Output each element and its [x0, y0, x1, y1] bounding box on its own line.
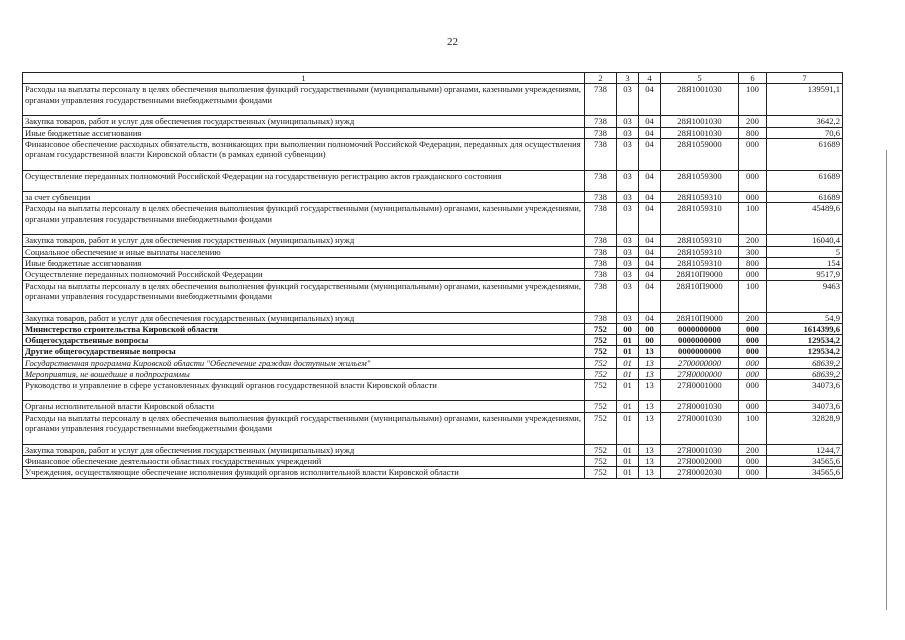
expense-type-cell: 000	[739, 335, 767, 346]
row-name-cell: Закупка товаров, работ и услуг для обеспечения государственных (муниципальных) нужд	[23, 444, 585, 455]
expense-type-cell: 200	[739, 116, 767, 127]
subsection-cell: 13	[639, 401, 661, 412]
table-row	[23, 127, 843, 138]
expense-type-cell: 200	[739, 444, 767, 455]
target-article-cell: 27Я0001030	[661, 444, 739, 455]
section-cell: 01	[617, 380, 639, 401]
target-article-cell: 27Я0002030	[661, 467, 739, 478]
column-header-3: 3	[617, 73, 639, 84]
expense-type-cell: 000	[739, 191, 767, 202]
expense-type-cell: 000	[739, 401, 767, 412]
expense-type-cell: 000	[739, 269, 767, 280]
amount-cell: 9463	[767, 280, 843, 312]
admin-code-cell: 752	[585, 467, 617, 478]
section-cell: 01	[617, 456, 639, 467]
admin-code-cell: 738	[585, 280, 617, 312]
amount-cell: 61689	[767, 191, 843, 202]
expense-type-cell: 000	[739, 369, 767, 380]
table-row	[23, 369, 843, 380]
table-body	[23, 84, 843, 478]
target-article-cell: 28Я1001030	[661, 84, 739, 116]
expense-type-cell: 800	[739, 127, 767, 138]
target-article-cell: 28Я1001030	[661, 127, 739, 138]
admin-code-cell: 738	[585, 84, 617, 116]
target-article-cell: 2700000000	[661, 357, 739, 368]
target-article-cell: 0000000000	[661, 335, 739, 346]
amount-cell: 68639,2	[767, 357, 843, 368]
row-name-cell: Общегосударственные вопросы	[23, 335, 585, 346]
target-article-cell: 0000000000	[661, 346, 739, 357]
admin-code-cell: 738	[585, 269, 617, 280]
amount-cell: 34565,6	[767, 456, 843, 467]
target-article-cell: 28Я1059310	[661, 235, 739, 246]
row-name-cell: Органы исполнительной власти Кировской области	[23, 401, 585, 412]
expense-type-cell: 000	[739, 323, 767, 334]
column-header-7: 7	[767, 73, 843, 84]
expense-type-cell: 100	[739, 412, 767, 444]
subsection-cell: 04	[639, 257, 661, 268]
expense-type-cell: 000	[739, 380, 767, 401]
subsection-cell: 04	[639, 170, 661, 191]
section-cell: 01	[617, 369, 639, 380]
amount-cell: 70,6	[767, 127, 843, 138]
subsection-cell: 04	[639, 269, 661, 280]
target-article-cell: 28Я1059310	[661, 203, 739, 235]
amount-cell: 5	[767, 246, 843, 257]
section-cell: 03	[617, 84, 639, 116]
admin-code-cell: 738	[585, 203, 617, 235]
amount-cell: 9517,9	[767, 269, 843, 280]
subsection-cell: 00	[639, 335, 661, 346]
table-row	[23, 312, 843, 323]
subsection-cell: 13	[639, 346, 661, 357]
row-name-cell: Финансовое обеспечение расходных обязательств, возникающих при выполнении полномочий Российской Федерации, переданных для осуществления органам государственной власти Кировской области (в рамках единой субвенции)	[23, 138, 585, 170]
section-cell: 01	[617, 346, 639, 357]
amount-cell: 3642,2	[767, 116, 843, 127]
table-row	[23, 456, 843, 467]
amount-cell: 129534,2	[767, 346, 843, 357]
table-row	[23, 323, 843, 334]
target-article-cell: 27Я0001030	[661, 412, 739, 444]
amount-cell: 34073,6	[767, 401, 843, 412]
admin-code-cell: 738	[585, 235, 617, 246]
row-name-cell: Иные бюджетные ассигнования	[23, 257, 585, 268]
subsection-cell: 04	[639, 312, 661, 323]
table-row	[23, 116, 843, 127]
section-cell: 03	[617, 312, 639, 323]
section-cell: 03	[617, 203, 639, 235]
target-article-cell: 27Я0000000	[661, 369, 739, 380]
amount-cell: 34073,6	[767, 380, 843, 401]
target-article-cell: 0000000000	[661, 323, 739, 334]
amount-cell: 139591,1	[767, 84, 843, 116]
admin-code-cell: 738	[585, 312, 617, 323]
row-name-cell: Закупка товаров, работ и услуг для обеспечения государственных (муниципальных) нужд	[23, 116, 585, 127]
table-row	[23, 246, 843, 257]
admin-code-cell: 752	[585, 412, 617, 444]
target-article-cell: 27Я0002000	[661, 456, 739, 467]
subsection-cell: 04	[639, 246, 661, 257]
table-row	[23, 444, 843, 455]
amount-cell: 129534,2	[767, 335, 843, 346]
row-name-cell: Осуществление переданных полномочий Российской Федерации на государственную регистрацию актов гражданского состояния	[23, 170, 585, 191]
row-name-cell: Социальное обеспечение и иные выплаты населению	[23, 246, 585, 257]
row-name-cell: Иные бюджетные ассигнования	[23, 127, 585, 138]
target-article-cell: 28Я10П9000	[661, 312, 739, 323]
expense-type-cell: 000	[739, 357, 767, 368]
subsection-cell: 04	[639, 191, 661, 202]
expense-type-cell: 000	[739, 456, 767, 467]
admin-code-cell: 738	[585, 127, 617, 138]
column-header-4: 4	[639, 73, 661, 84]
section-cell: 01	[617, 401, 639, 412]
row-name-cell: Расходы на выплаты персоналу в целях обеспечения выполнения функций государственными (муниципальными) органами, казенными учреждениями, органами управления государственными внебюджетными фондами	[23, 203, 585, 235]
row-name-cell: Учреждения, осуществляющие обеспечение исполнения функций органов исполнительной власти Кировской области	[23, 467, 585, 478]
table-row	[23, 269, 843, 280]
expense-type-cell: 300	[739, 246, 767, 257]
row-name-cell: Закупка товаров, работ и услуг для обеспечения государственных (муниципальных) нужд	[23, 235, 585, 246]
amount-cell: 34565,6	[767, 467, 843, 478]
subsection-cell: 04	[639, 116, 661, 127]
amount-cell: 61689	[767, 138, 843, 170]
table-row	[23, 467, 843, 478]
section-cell: 03	[617, 127, 639, 138]
target-article-cell: 28Я10П9000	[661, 280, 739, 312]
row-name-cell: за счет субвенции	[23, 191, 585, 202]
admin-code-cell: 752	[585, 346, 617, 357]
table-row	[23, 84, 843, 116]
table-row	[23, 138, 843, 170]
column-header-6: 6	[739, 73, 767, 84]
section-cell: 03	[617, 138, 639, 170]
section-cell: 01	[617, 335, 639, 346]
row-name-cell: Расходы на выплаты персоналу в целях обеспечения выполнения функций государственными (муниципальными) органами, казенными учреждениями, органами управления государственными внебюджетными фондами	[23, 412, 585, 444]
target-article-cell: 28Я1059310	[661, 191, 739, 202]
section-cell: 03	[617, 116, 639, 127]
admin-code-cell: 752	[585, 444, 617, 455]
row-name-cell: Мероприятия, не вошедшие в подпрограммы	[23, 369, 585, 380]
amount-cell: 61689	[767, 170, 843, 191]
target-article-cell: 28Я1059310	[661, 246, 739, 257]
budget-table	[22, 72, 843, 479]
amount-cell: 16040,4	[767, 235, 843, 246]
section-cell: 01	[617, 357, 639, 368]
admin-code-cell: 738	[585, 116, 617, 127]
target-article-cell: 28Я1059310	[661, 257, 739, 268]
table-row	[23, 280, 843, 312]
row-name-cell: Осуществление переданных полномочий Российской Федерации	[23, 269, 585, 280]
table-row	[23, 412, 843, 444]
subsection-cell: 13	[639, 467, 661, 478]
row-name-cell: Расходы на выплаты персоналу в целях обеспечения выполнения функций государственными (муниципальными) органами, казенными учреждениями, органами управления государственными внебюджетными фондами	[23, 84, 585, 116]
amount-cell: 45489,6	[767, 203, 843, 235]
subsection-cell: 04	[639, 280, 661, 312]
expense-type-cell: 000	[739, 170, 767, 191]
amount-cell: 68639,2	[767, 369, 843, 380]
target-article-cell: 28Я1059300	[661, 170, 739, 191]
target-article-cell: 28Я1001030	[661, 116, 739, 127]
table-row	[23, 335, 843, 346]
subsection-cell: 13	[639, 380, 661, 401]
admin-code-cell: 752	[585, 456, 617, 467]
table-row	[23, 257, 843, 268]
expense-type-cell: 200	[739, 312, 767, 323]
expense-type-cell: 000	[739, 138, 767, 170]
table-row	[23, 357, 843, 368]
amount-cell: 1244,7	[767, 444, 843, 455]
row-name-cell: Другие общегосударственные вопросы	[23, 346, 585, 357]
section-cell: 03	[617, 280, 639, 312]
amount-cell: 1614399,6	[767, 323, 843, 334]
column-header-5: 5	[661, 73, 739, 84]
admin-code-cell: 738	[585, 246, 617, 257]
admin-code-cell: 752	[585, 380, 617, 401]
table-row	[23, 235, 843, 246]
target-article-cell: 28Я1059000	[661, 138, 739, 170]
expense-type-cell: 100	[739, 203, 767, 235]
amount-cell: 54,9	[767, 312, 843, 323]
subsection-cell: 13	[639, 456, 661, 467]
column-header-2: 2	[585, 73, 617, 84]
admin-code-cell: 738	[585, 257, 617, 268]
subsection-cell: 04	[639, 235, 661, 246]
target-article-cell: 28Я10П9000	[661, 269, 739, 280]
expense-type-cell: 000	[739, 346, 767, 357]
row-name-cell: Руководство и управление в сфере установленных функций органов государственной власти Кировской области	[23, 380, 585, 401]
admin-code-cell: 738	[585, 170, 617, 191]
expense-type-cell: 000	[739, 467, 767, 478]
target-article-cell: 27Я0001030	[661, 401, 739, 412]
subsection-cell: 13	[639, 444, 661, 455]
row-name-cell: Закупка товаров, работ и услуг для обеспечения государственных (муниципальных) нужд	[23, 312, 585, 323]
row-name-cell: Государственная программа Кировской области "Обеспечение граждан доступным жильем"	[23, 357, 585, 368]
section-cell: 03	[617, 269, 639, 280]
subsection-cell: 04	[639, 127, 661, 138]
table-row	[23, 380, 843, 401]
table-row	[23, 203, 843, 235]
expense-type-cell: 100	[739, 280, 767, 312]
section-cell: 01	[617, 467, 639, 478]
section-cell: 03	[617, 235, 639, 246]
row-name-cell: Министерство строительства Кировской области	[23, 323, 585, 334]
subsection-cell: 13	[639, 369, 661, 380]
section-cell: 01	[617, 412, 639, 444]
row-name-cell: Расходы на выплаты персоналу в целях обеспечения выполнения функций государственными (муниципальными) органами, казенными учреждениями, органами управления государственными внебюджетными фондами	[23, 280, 585, 312]
amount-cell: 32828,9	[767, 412, 843, 444]
section-cell: 03	[617, 170, 639, 191]
table-row	[23, 401, 843, 412]
column-header-1: 1	[23, 73, 585, 84]
table-row	[23, 170, 843, 191]
scan-edge-line	[886, 150, 887, 610]
table-row	[23, 191, 843, 202]
admin-code-cell: 752	[585, 323, 617, 334]
section-cell: 00	[617, 323, 639, 334]
subsection-cell: 04	[639, 84, 661, 116]
table-header-row	[23, 73, 843, 84]
section-cell: 01	[617, 444, 639, 455]
subsection-cell: 13	[639, 357, 661, 368]
row-name-cell: Финансовое обеспечение деятельности областных государственных учреждений	[23, 456, 585, 467]
section-cell: 03	[617, 191, 639, 202]
admin-code-cell: 752	[585, 401, 617, 412]
subsection-cell: 04	[639, 203, 661, 235]
subsection-cell: 00	[639, 323, 661, 334]
admin-code-cell: 752	[585, 369, 617, 380]
table-row	[23, 346, 843, 357]
expense-type-cell: 100	[739, 84, 767, 116]
admin-code-cell: 752	[585, 335, 617, 346]
admin-code-cell: 752	[585, 357, 617, 368]
expense-type-cell: 800	[739, 257, 767, 268]
admin-code-cell: 738	[585, 191, 617, 202]
subsection-cell: 04	[639, 138, 661, 170]
target-article-cell: 27Я0001000	[661, 380, 739, 401]
section-cell: 03	[617, 257, 639, 268]
section-cell: 03	[617, 246, 639, 257]
page-number: 22	[447, 36, 458, 48]
admin-code-cell: 738	[585, 138, 617, 170]
expense-type-cell: 200	[739, 235, 767, 246]
amount-cell: 154	[767, 257, 843, 268]
subsection-cell: 13	[639, 412, 661, 444]
